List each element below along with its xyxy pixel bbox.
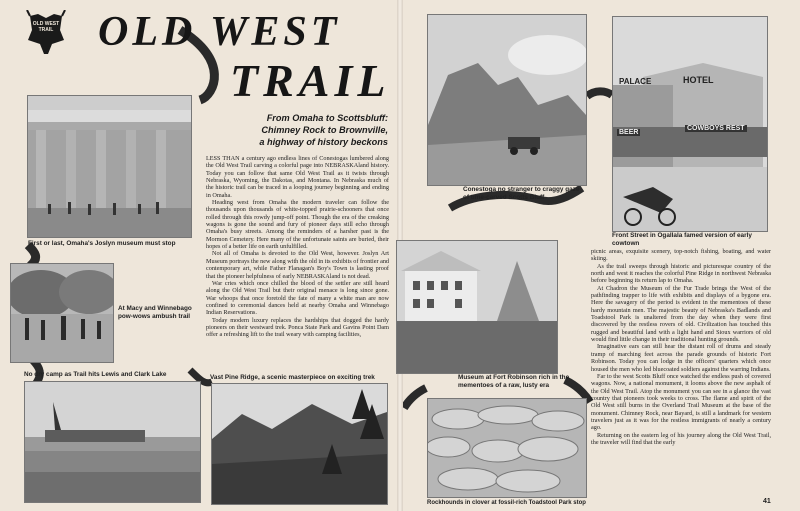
subtitle [218, 112, 388, 148]
sign-palace: PALACE [619, 77, 652, 86]
ogallala-front-street-photo [612, 16, 768, 232]
paragraph: As the trail sweeps through historic and picturesque country of the north and west it reaches the colorful Pine Ridge in northwest Nebraska before beginning its return lap to Omaha. [591, 262, 771, 285]
caption-fort-robinson: Museum at Fort Robinson rich in the mementoes of a raw, lusty era [458, 374, 570, 389]
article-body-right [591, 248, 771, 504]
paragraph: Heading west from Omaha the modern traveler can follow the thousands upon thousands of white-topped prairie-schooners that once rolled through this rowdy jump-off point. Though the era of the creaking wagons is gone the sound and fury of pioneer days still echo through Omaha's busy streets. Among the reminders of a harsher past is the Mormon Cemetery. Here many of the unfortunate saints are buried, their hopes of a better life on earth unfulfilled. [206, 199, 389, 251]
caption-dry-camp: No dry camp as Trail hits Lewis and Clark Lake [24, 371, 167, 378]
paragraph: LESS THAN a century ago endless lines of Conestogas lumbered along the Old West Trail carving a colorful page into NEBRASKAland history. Today you can follow that same Old West Trail as it twists through Nebraska, Wyoming, the Dakotas, and Montana. In Nebraska much of the historic trail can be traced in a looping journey beginning and ending in Omaha. [206, 155, 389, 199]
winnebago-powwow-photo [10, 263, 114, 363]
paragraph: War cries which once chilled the blood of the settler are still heard along the Old West Trail but their original menace is long since gone. War whoops that once foretold the fate of many a white man are now confined to ceremonial dances held at nearby Omaha and Winnebago Indian Reservations. [206, 279, 389, 317]
page-title-line-1: OLD WEST [98, 9, 341, 55]
paragraph: Today modern luxury replaces the hardships that dogged the hardy pioneers on their westward trek. Ponca State Park and Gavins Point Dam offer a refreshing lift to the trail weary with camping facilities, [206, 316, 389, 339]
old-west-trail-logo [26, 10, 66, 50]
article-body-left [206, 155, 389, 369]
paragraph: Imaginative ears can still hear the distant roll of drums and steady tramp of marching feet across the parade grounds of historic Fort Robinson. Today you can lodge in the officers' quarters which once housed the men who led bluecoated soldiers against the warring Indians. [591, 343, 771, 373]
toadstool-park-photo [427, 398, 587, 498]
page-title-line-2: TRAIL [230, 55, 391, 106]
sign-cowboys-rest: COWBOYS REST [687, 125, 745, 132]
caption-ogallala: Front Street in Ogallala famed version of early cowtown [612, 232, 752, 247]
page-number: 41 [763, 498, 771, 505]
paragraph: At Chadron the Museum of the Fur Trade brings the West of the pathfinding trapper to life with exhibits and displays of a bygone era. Here the savagery of the period is evident in the mementoes of these hardy mountain men. The majestic beauty of Nebraska's Badlands and Toadstool Park is unaltered from the day when they were first discovered by the restless rovers of old. Civilization has touched this rugged and beautiful land with a light hand and Sioux warriors of old would find little change in their traditional hunting grounds. [591, 284, 771, 344]
caption-winnebago: At Macy and Winnebago pow-wows ambush trail [118, 305, 192, 320]
sign-beer: BEER [619, 129, 639, 136]
paragraph: Not all of Omaha is devoted to the Old West, however. Joslyn Art Museum portrays the new along with the old in its exhibits of frontier and contemporary art, while Father Flanagan's Boy's Town is lasting proof that the pioneer helpfulness of early NEBRASKAland is not dead. [206, 250, 389, 280]
fort-robinson-photo [396, 240, 558, 374]
paragraph: Far to the west Scotts Bluff once watched the endless push of covered wagons. Now, a national monument, it looms above the new asphalt of the Old West Trail. Atop the monument you can see in a glance the vast country that pioneers took weeks to cross. The flame and spirit of the Old West still burns in the Overland Trail Museum at the base of the monument. Chimney Rock, near Bayard, is still a landmark for western travelers just as it was for the restless immigrants of nearly a century ago. [591, 372, 771, 432]
caption-scotts-bluff: Conestoga no stranger to craggy gaze of time-carved Scotts Bluff [463, 186, 580, 201]
subtitle-line-1: From Omaha to Scottsbluff: [266, 113, 388, 123]
scotts-bluff-photo [427, 14, 587, 186]
paragraph: Returning on the eastern leg of his journey along the Old West Trail, the traveler will find that the early [591, 431, 771, 446]
caption-toadstool: Rockhounds in clover at fossil-rich Toadstool Park stop [427, 500, 586, 506]
subtitle-line-3: a highway of history beckons [259, 137, 388, 147]
paragraph: picnic areas, exquisite scenery, top-notch fishing, boating, and water skiing. [591, 248, 771, 263]
caption-pine-ridge: Vast Pine Ridge, a scenic masterpiece on exciting trek [210, 374, 375, 381]
sign-hotel: HOTEL [683, 75, 714, 85]
joslyn-museum-photo [27, 95, 192, 238]
subtitle-line-2: Chimney Rock to Brownville, [261, 125, 388, 135]
pine-ridge-photo [211, 383, 388, 505]
lewis-clark-lake-photo [24, 381, 201, 503]
logo-line-2: TRAIL [38, 27, 54, 33]
caption-joslyn: First or last, Omaha's Joslyn museum must stop [28, 240, 176, 247]
logo-line-1: OLD WEST [32, 21, 60, 27]
